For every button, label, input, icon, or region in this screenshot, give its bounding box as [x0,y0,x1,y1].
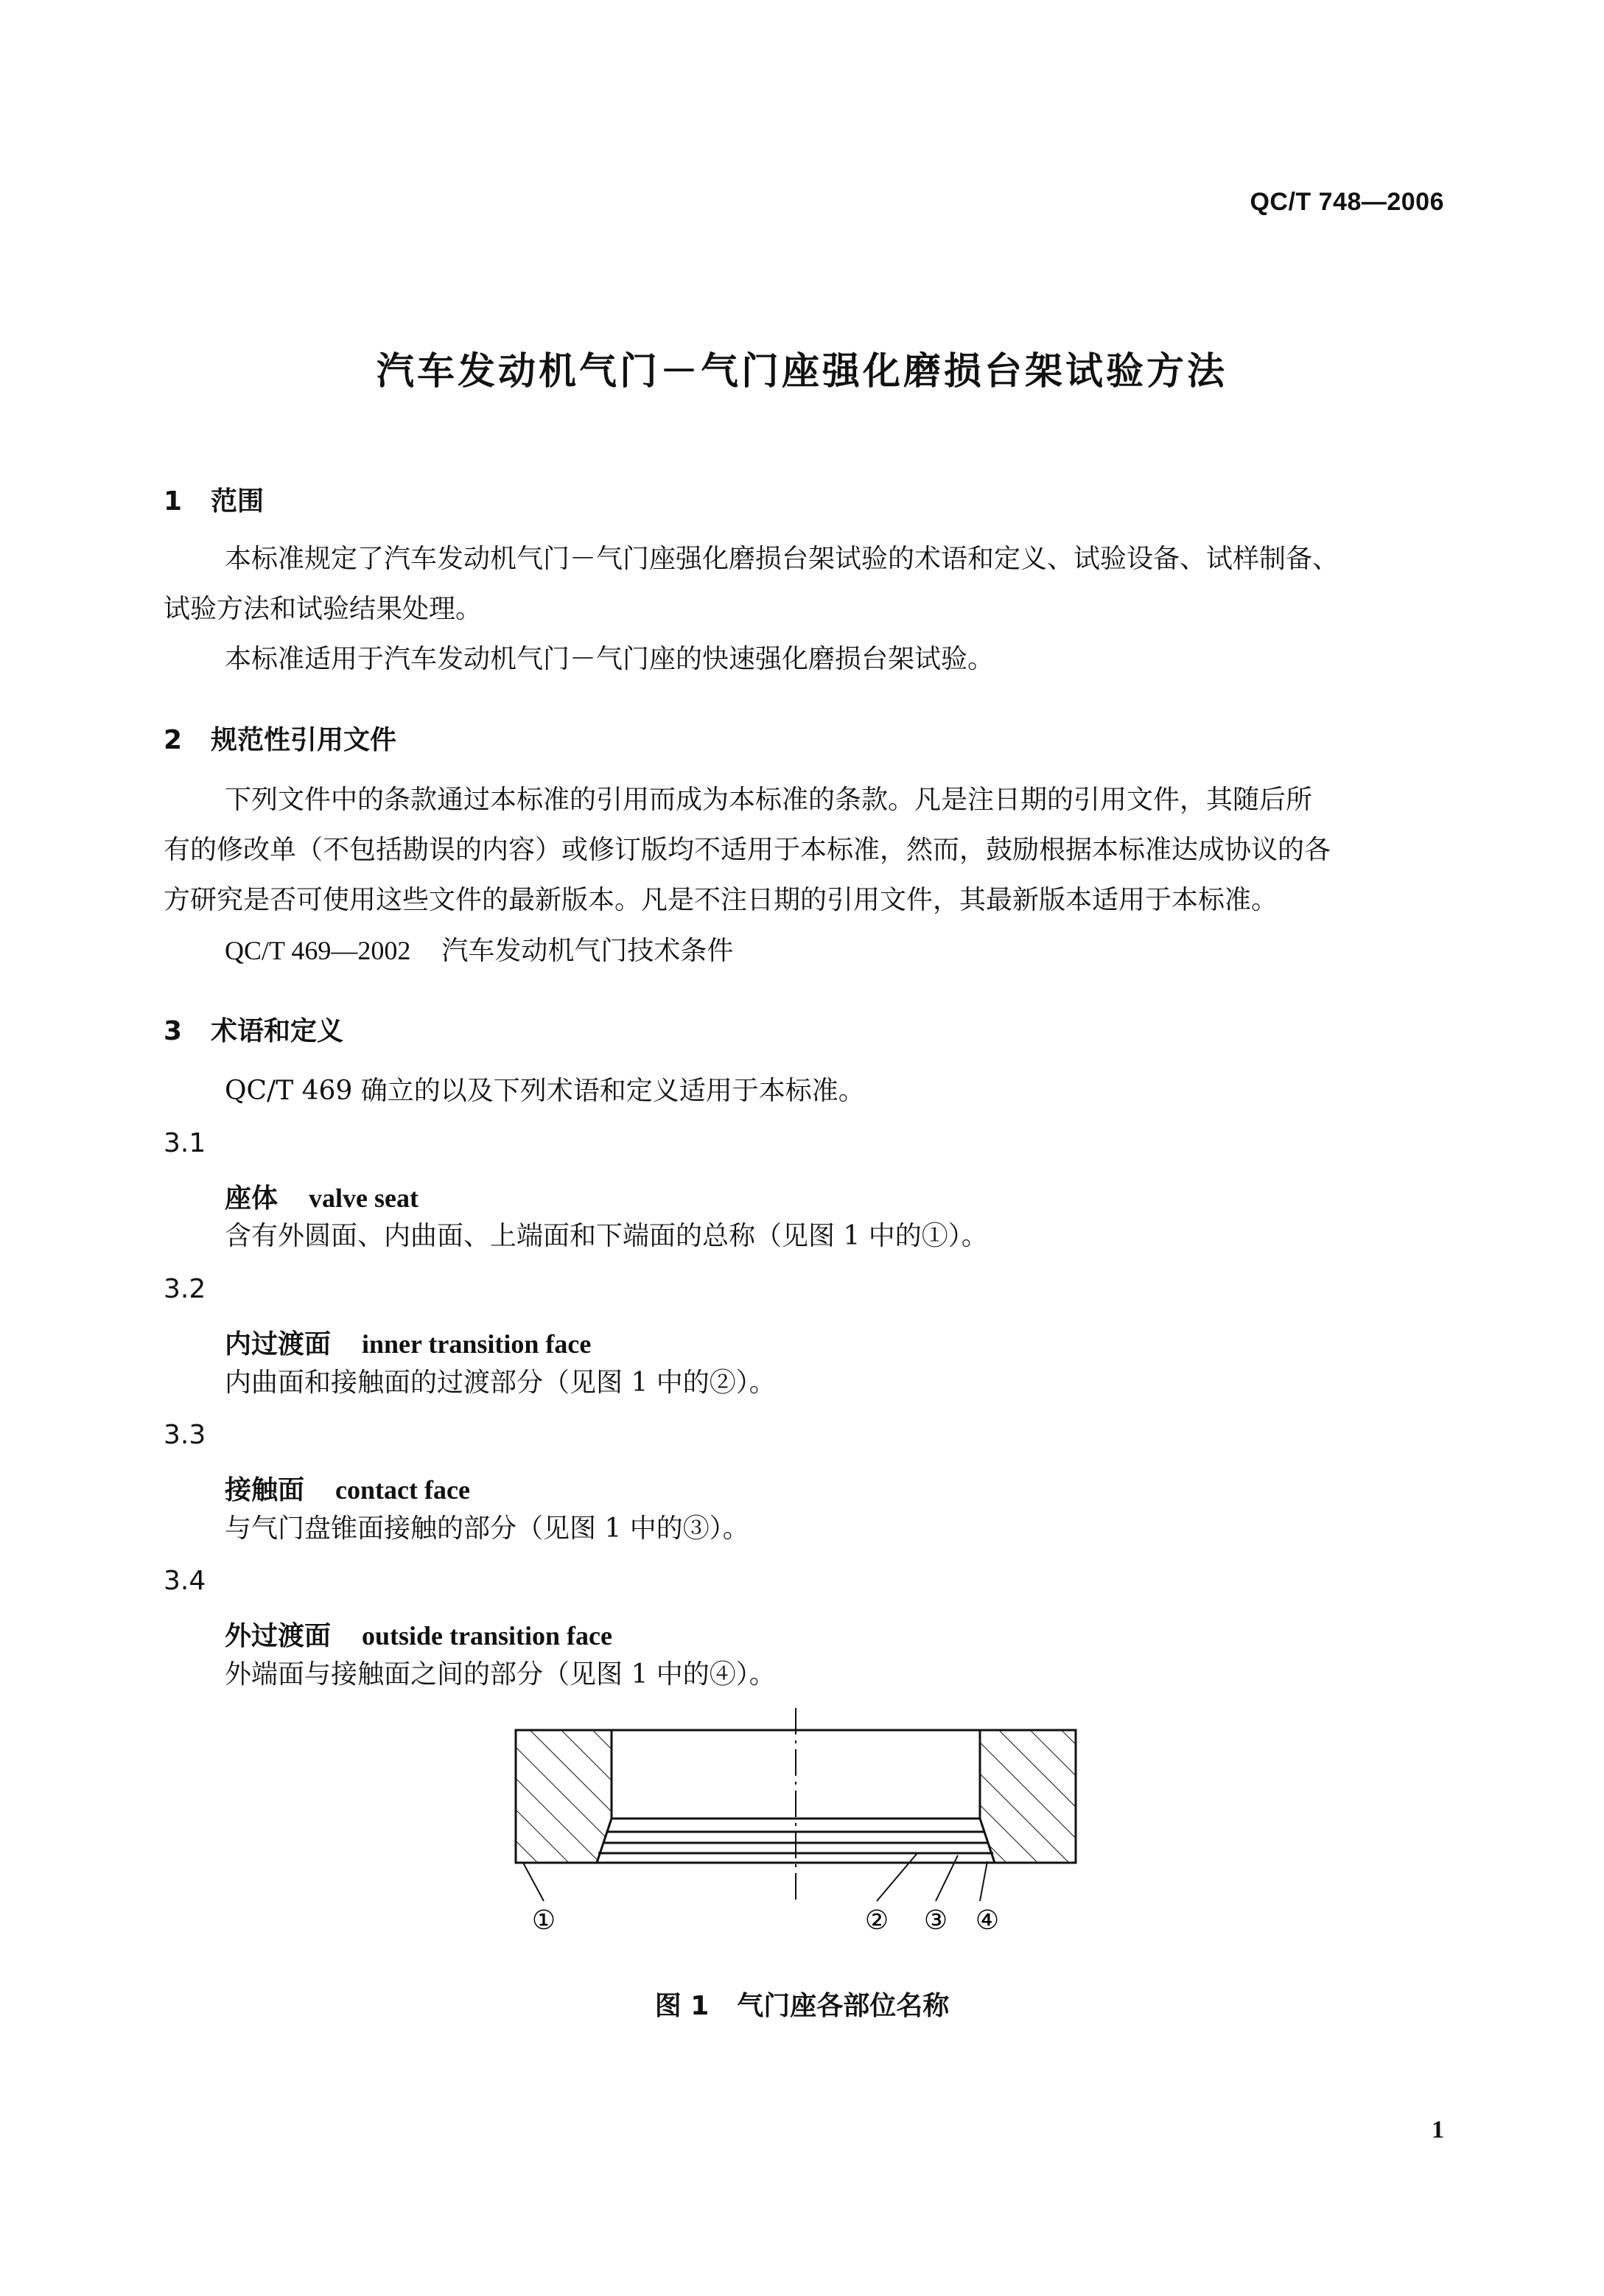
term-english: valve seat [309,1183,418,1213]
term-entry [225,1323,591,1361]
figure-caption-text: 气门座各部位名称 [737,1991,950,2021]
term-english: outside transition face [362,1621,612,1651]
leader-line-1 [523,1863,544,1901]
paragraph-line: 有的修改单（不包括勘误的内容）或修订版均不适用于本标准，然而，鼓励根据本标准达成协议的各 [164,835,1331,865]
marker-4: ④ [975,1905,1000,1936]
marker-3: ③ [923,1905,948,1936]
term-entry [225,1469,470,1507]
section-number: 3 [164,1016,183,1046]
leader-line-4 [980,1861,987,1901]
section-2-heading [164,719,396,757]
term-chinese: 外过渡面 [225,1620,332,1651]
term-definition: 含有外圆面、内曲面、上端面和下端面的总称（见图 1 中的①）。 [225,1221,988,1251]
standard-number: QC/T 748—2006 [1250,188,1444,216]
paragraph-line: 试验方法和试验结果处理。 [164,594,483,624]
marker-2: ② [864,1905,889,1936]
term-english: contact face [335,1475,470,1505]
leader-line-2 [877,1853,917,1901]
term-entry [225,1615,612,1653]
term-definition: 外端面与接触面之间的部分（见图 1 中的④）。 [225,1659,776,1690]
term-definition: 与气门盘锥面接触的部分（见图 1 中的③）。 [225,1513,749,1544]
section-number: 2 [164,725,183,755]
term-entry [225,1177,418,1215]
term-chinese: 内过渡面 [225,1329,332,1359]
term-chinese: 接触面 [225,1474,305,1505]
right-seat-section [980,1730,1076,1863]
normative-reference [225,937,733,965]
clause-number: 3.1 [164,1128,206,1158]
paragraph-line: 本标准规定了汽车发动机气门－气门座强化磨损台架试验的术语和定义、试验设备、试样制备、 [225,544,1339,574]
term-definition: 内曲面和接触面的过渡部分（见图 1 中的②）。 [225,1368,776,1398]
page-number: 1 [1432,2116,1444,2143]
term-chinese: 座体 [225,1183,279,1214]
left-seat-section [516,1730,612,1863]
reference-code: QC/T 469—2002 [225,936,411,965]
section-3-heading [164,1010,343,1048]
section-title: 范围 [211,486,265,517]
clause-number: 3.2 [164,1274,206,1304]
section-title: 规范性引用文件 [211,725,397,755]
section-title: 术语和定义 [211,1016,344,1046]
clause-number: 3.4 [164,1566,206,1596]
marker-1: ① [531,1905,556,1936]
figure-label: 图 1 [654,1991,710,2021]
term-english: inner transition face [362,1329,592,1359]
paragraph-line: 本标准适用于汽车发动机气门－气门座的快速强化磨损台架试验。 [225,644,995,674]
paragraph-line: 下列文件中的条款通过本标准的引用而成为本标准的条款。凡是注日期的引用文件，其随后所 [225,785,1313,815]
valve-seat-figure [508,1708,1098,1944]
document-title: 汽车发动机气门－气门座强化磨损台架试验方法 [376,350,1227,393]
paragraph-line: QC/T 469 确立的以及下列术语和定义适用于本标准。 [225,1076,865,1106]
section-number: 1 [164,486,183,517]
clause-number: 3.3 [164,1420,206,1450]
figure-caption [0,1985,1604,2023]
section-1-heading [164,480,264,518]
reference-name: 汽车发动机气门技术条件 [441,936,734,966]
paragraph-line: 方研究是否可使用这些文件的最新版本。凡是不注日期的引用文件，其最新版本适用于本标准。 [164,885,1278,915]
